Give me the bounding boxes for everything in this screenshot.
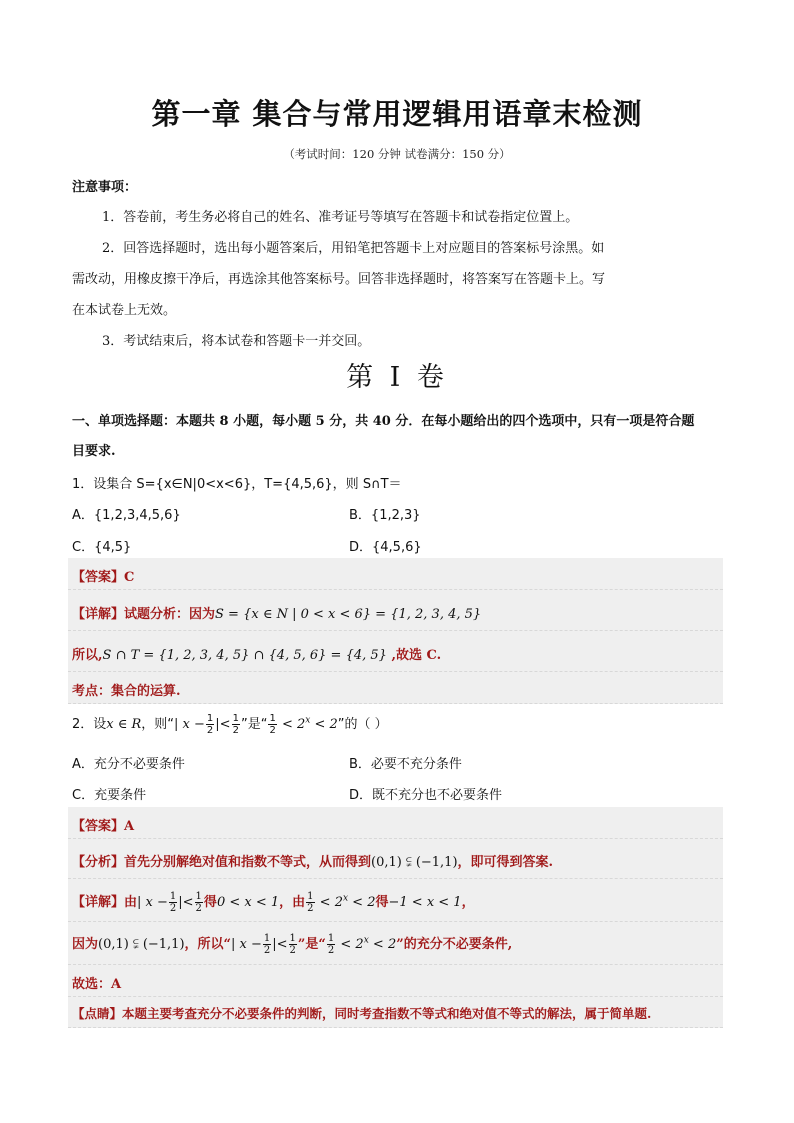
q2-detail-label: 【详解】由 [72, 895, 138, 910]
q2-comment: 【点睛】本题主要考查充分不必要条件的判断，同时考查指数不等式和绝对值不等式的解法，属于简单题. [72, 1006, 652, 1021]
q2-stem [72, 713, 388, 736]
frac-den: 2 [169, 903, 177, 914]
q2-because-is: ”是“ [297, 937, 326, 952]
notice-line-2b: 需改动，用橡皮擦干净后，再选涂其他答案标号。回答非选择题时，将答案写在答题卡上。写 [72, 272, 606, 287]
q2-because-ineq: < 2 [336, 937, 364, 952]
frac-num: 1 [195, 891, 202, 902]
q2-detail-range-2: −1 < x < 1 [388, 895, 462, 910]
frac-den: 2 [206, 725, 214, 736]
q2-because-formula: (0,1) ⫋ (−1,1) [98, 937, 185, 952]
q2-answer-band [68, 807, 723, 839]
q2-abs-left: | x − [174, 717, 205, 732]
frac-den: 2 [307, 903, 314, 914]
frac-den: 2 [263, 945, 271, 956]
frac-den: 2 [269, 725, 276, 736]
q2-detail-comma: ， [461, 895, 475, 910]
frac-num: 1 [263, 933, 271, 944]
q2-because-ineq-right: < 2 [368, 937, 397, 952]
q1-point: 考点：集合的运算. [72, 684, 181, 699]
q2-stem-var: x ∈ R [106, 717, 142, 732]
q2-option-b: B．必要不充分条件 [349, 757, 462, 772]
q1-detail-label: 【详解】试题分析：因为 [72, 607, 216, 622]
q2-exponent: x [305, 715, 311, 726]
q2-stem-prefix: 2．设 [72, 717, 107, 732]
q1-conclusion [72, 644, 441, 663]
q2-because-exp: x [363, 935, 369, 946]
q2-answer: 【答案】A [72, 819, 135, 834]
q2-because-abs-right: |< [272, 937, 288, 952]
q2-because-frac-3 [327, 933, 335, 956]
q2-because-tail: ”的充分不必要条件, [396, 937, 513, 952]
q2-detail-exp: x [342, 893, 349, 904]
frac-den: 2 [289, 945, 296, 956]
q2-analysis-formula: (0,1) ⫋ (−1,1) [371, 855, 458, 870]
q1-answer: 【答案】C [72, 570, 135, 585]
frac-den: 2 [232, 725, 239, 736]
q2-detail-abs-left: | x − [137, 895, 168, 910]
q2-because-abs-left: | x − [231, 937, 262, 952]
frac-num: 1 [269, 713, 276, 724]
frac-den: 2 [195, 903, 202, 914]
q2-detail-ineq: < 2 [315, 895, 343, 910]
q2-detail-abs-right: |< [178, 895, 194, 910]
q2-option-a: A．充分不必要条件 [72, 757, 185, 772]
q1-so-label: 所以, [72, 648, 103, 663]
q1-answer-band [68, 558, 723, 590]
q1-option-b: B．{1,2,3} [349, 508, 421, 523]
q2-detail-by: ，由 [279, 895, 306, 910]
q1-so-formula: S ∩ T = {1, 2, 3, 4, 5} ∩ {4, 5, 6} = {4, 5} [102, 648, 387, 663]
q2-detail-frac-2 [195, 891, 203, 914]
notice-heading: 注意事项： [72, 180, 138, 195]
q2-because-frac-1 [263, 933, 271, 956]
q2-detail-range-1: 0 < x < 1 [216, 895, 280, 910]
notice-line-2a: 2．回答选择题时，选出每小题答案后，用铅笔把答题卡上对应题目的答案标号涂黑。如 [102, 241, 605, 256]
q2-because-label: 因为 [72, 937, 99, 952]
q1-detail-formula: S = {x ∈ N | 0 < x < 6} = {1, 2, 3, 4, 5} [215, 607, 482, 622]
q1-stem: 1．设集合 S={x∈N|0<x<6}，T={4,5,6}，则 S∩T＝ [72, 477, 402, 492]
q2-option-d: D．既不充分也不必要条件 [349, 788, 503, 803]
q2-analysis-tail: ，即可得到答案. [457, 855, 554, 870]
notice-line-2c: 在本试卷上无效。 [72, 303, 177, 318]
q2-detail-frac-1 [169, 891, 177, 914]
q2-ineq-right: < 2 [310, 717, 338, 732]
q2-analysis-text: 【分析】首先分别解绝对值和指数不等式，从而得到 [72, 855, 372, 870]
q2-ineq-mid: < 2 [277, 717, 306, 732]
q2-frac-2 [232, 713, 240, 736]
section-instruction-2: 目要求. [72, 444, 116, 459]
page-title: 第一章 集合与常用逻辑用语章末检测 [151, 97, 643, 131]
frac-num: 1 [327, 933, 335, 944]
q2-option-c: C．充要条件 [72, 788, 147, 803]
q2-because-frac-2 [289, 933, 297, 956]
section-instruction-1: 一、单项选择题：本题共 8 小题，每小题 5 分，共 40 分．在每小题给出的四个选项中，只有一项是符合题 [72, 414, 695, 429]
q2-stem-then: ，则“ [141, 717, 175, 732]
notice-line-1: 1．答卷前，考生务必将自己的姓名、准考证号等填写在答题卡和试卷指定位置上。 [102, 210, 579, 225]
q1-option-d: D．{4,5,6} [349, 540, 422, 555]
q2-because [72, 933, 512, 956]
q1-option-c: C．{4,5} [72, 540, 132, 555]
section-title: 第 I 卷 [346, 362, 448, 393]
q2-abs-right: |< [215, 717, 231, 732]
q2-frac-1 [206, 713, 214, 736]
q1-detail [72, 603, 481, 622]
q1-so-tail: ,故选 C. [386, 648, 442, 663]
exam-info: （考试时间：120 分钟 试卷满分：150 分） [283, 147, 511, 161]
q2-frac-3 [268, 713, 276, 736]
q2-analysis [72, 851, 553, 870]
q2-choose-band [68, 965, 723, 997]
q2-choose: 故选：A [72, 977, 122, 992]
frac-num: 1 [206, 713, 214, 724]
notice-line-3: 3．考试结束后，将本试卷和答题卡一并交回。 [102, 334, 371, 349]
frac-num: 1 [307, 891, 314, 902]
frac-num: 1 [232, 713, 239, 724]
q2-detail-get-2: 得 [375, 895, 389, 910]
q1-option-a: A．{1,2,3,4,5,6} [72, 508, 181, 523]
frac-den: 2 [327, 945, 335, 956]
q2-detail-frac-3 [306, 891, 314, 914]
frac-num: 1 [169, 891, 177, 902]
q2-detail [72, 891, 475, 914]
q2-stem-suffix: ”的（ ） [337, 717, 388, 732]
q2-stem-is: ”是“ [240, 717, 268, 732]
q2-because-so: ，所以“ [184, 937, 232, 952]
q2-detail-get: 得 [203, 895, 217, 910]
q2-detail-ineq-right: < 2 [348, 895, 376, 910]
frac-num: 1 [289, 933, 296, 944]
